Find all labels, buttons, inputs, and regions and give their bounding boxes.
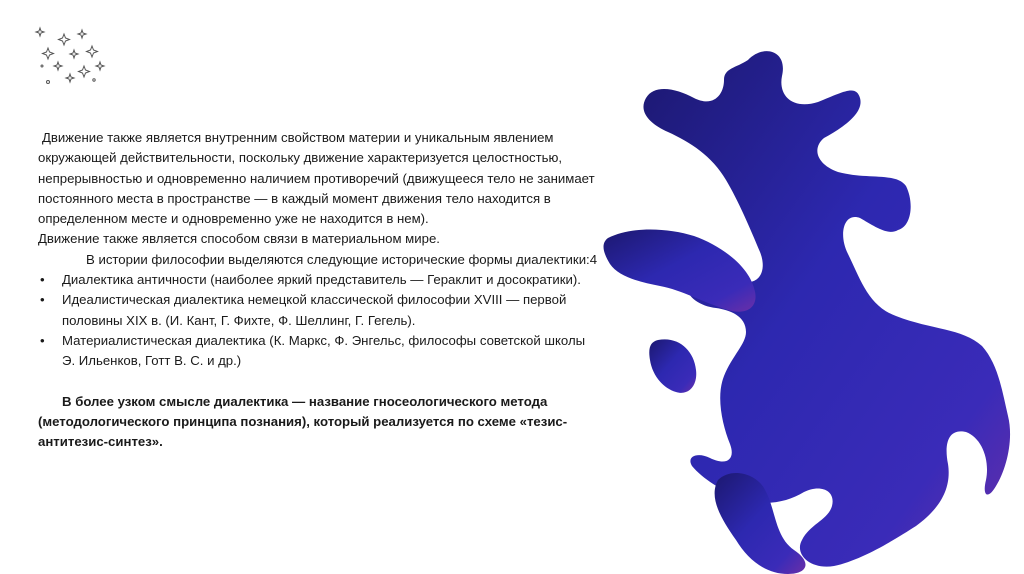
sparkle-stars-icon — [34, 22, 114, 92]
coral-blob-decoration — [598, 40, 1024, 574]
paragraph-link: Движение также является способом связи в материальном мире. — [38, 231, 440, 247]
dialectics-forms-list — [38, 270, 598, 371]
paragraph-history: В истории философии выделяются следующие исторические формы диалектики:4 — [86, 251, 598, 267]
bullet-marker: • — [40, 292, 45, 308]
bullet-marker: • — [40, 272, 45, 288]
bullet-marker: • — [40, 332, 45, 348]
side-title-text: Диалектика — [1007, 420, 1019, 480]
list-item — [38, 331, 598, 372]
list-item-text: Идеалистическая диалектика немецкой классической философии XVIII — первой половины XIX в. (И. Кант, Г. Фихте, Ф. Шеллинг, Г. Гегель). — [62, 292, 567, 328]
paragraph-bold: В более узком смысле диалектика — название гносеологического метода (методологического принципа познания), который реализуется по схеме «тезис-антитезис-синтез». — [38, 393, 568, 450]
paragraph-intro: Движение также является внутренним свойством материи и уникальным явлением окружающей действительности, поскольку движение характеризуется целостностью, непрерывностью и одновременно наличием противоречий (движущееся тело не занимает постоянного места в пространстве — в каждый момент движения тело находится в определенном месте и одновременно уже не находится в нем). — [38, 130, 595, 227]
side-title — [1004, 410, 1022, 490]
list-item — [38, 270, 598, 290]
list-item — [38, 290, 598, 331]
slide-text — [38, 128, 598, 452]
list-item-text: Диалектика античности (наиболее яркий представитель — Гераклит и досократики). — [62, 272, 581, 288]
list-item-text: Материалистическая диалектика (К. Маркс, Ф. Энгельс, философы советской школы Э. Ильенков, Готт В. С. и др.) — [62, 332, 586, 369]
